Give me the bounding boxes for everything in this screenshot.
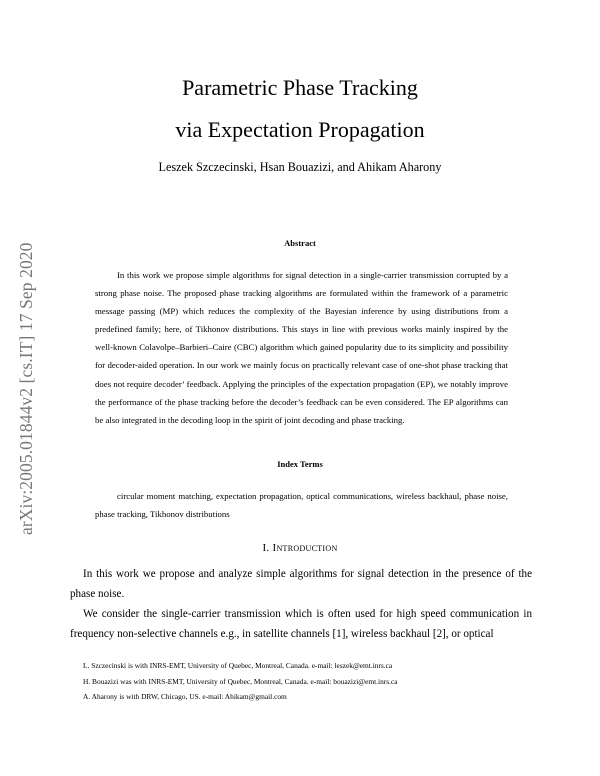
section-heading-introduction	[0, 542, 600, 554]
index-terms-heading: Index Terms	[277, 459, 323, 469]
section-title: Introduction	[272, 542, 338, 554]
footnote-author-2: H. Bouazizi was with INRS-EMT, University of Quebec, Montreal, Canada. e-mail: bouazizi@emt.inrs.ca	[83, 677, 398, 686]
abstract-heading: Abstract	[284, 238, 316, 248]
paper-title-line-1: Parametric Phase Tracking	[182, 75, 418, 100]
section-number: I.	[262, 542, 270, 554]
arxiv-identifier-text: arXiv:2005.01844v2 [cs.IT] 17 Sep 2020	[16, 242, 36, 535]
footnote-author-3: A. Aharony is with DRW, Chicago, US. e-mail: Ahikam@gmail.com	[83, 692, 287, 701]
paper-title-line-2: via Expectation Propagation	[175, 117, 425, 142]
author-list: Leszek Szczecinski, Hsan Bouazizi, and Ahikam Aharony	[158, 160, 442, 174]
index-terms-text: circular moment matching, expectation propagation, optical communications, wireless backhaul, phase noise, phase tracking, Tikhonov distributions	[95, 491, 508, 520]
intro-paragraph-2: We consider the single-carrier transmission which is often used for high speed communication in frequency non-selective channels e.g., in satellite channels [1], wireless backhaul [2], or optical	[70, 608, 532, 640]
intro-paragraph-1: In this work we propose and analyze simple algorithms for signal detection in the presence of the phase noise.	[70, 568, 532, 600]
footnote-author-1: L. Szczecinski is with INRS-EMT, University of Quebec, Montreal, Canada. e-mail: leszek@emt.inrs.ca	[83, 661, 393, 670]
abstract-text: In this work we propose simple algorithms for signal detection in a single-carrier transmission corrupted by a strong phase noise. The proposed phase tracking algorithms are formulated within the framework of a parametric message passing (MP) which reduces the complexity of the Bayesian inference by using distributions from a predefined family; here, of Tikhonov distributions. This stays in line with previous works mainly inspired by the well-known Colavolpe–Barbieri–Caire (CBC) algorithm which gained popularity due to its simplicity and possibility for decoder-aided operation. In our work we mainly focus on practically relevant case of one-shot phase tracking that does not require decoder’ feedback. Applying the principles of the expectation propagation (EP), we notably improve the performance of the phase tracking before the decoder’s feedback can be even considered. The EP algorithms can be also integrated in the decoding loop in the spirit of joint decoding and phase tracking.	[95, 270, 508, 425]
